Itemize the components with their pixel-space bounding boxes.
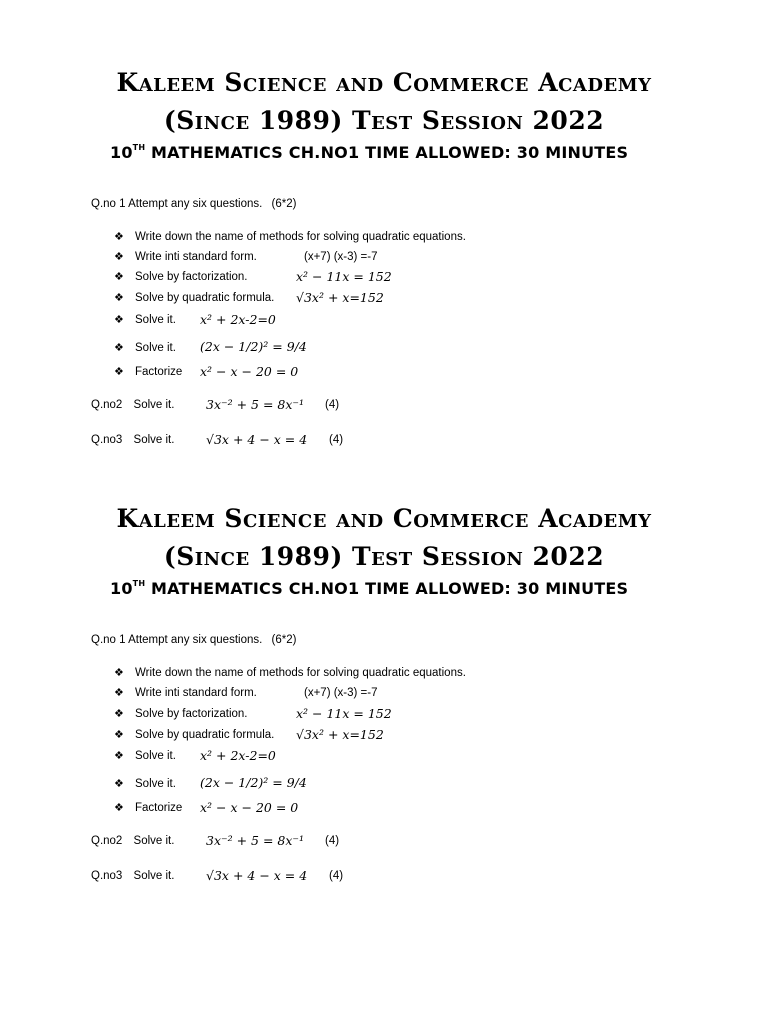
academy-title: Kaleem Science and Commerce Academy [116, 504, 652, 533]
diamond-bullet-icon: ❖ [114, 778, 124, 790]
expression: (2x − 1/2)² = 9/4 [200, 775, 307, 790]
diamond-bullet-icon: ❖ [114, 251, 124, 263]
question-3: Q.no3 Solve it. √3x + 4 − x = 4 (4) [91, 432, 344, 447]
question-3: Q.no3 Solve it. √3x + 4 − x = 4 (4) [91, 868, 344, 883]
question-1-label: Q.no 1 Attempt any six questions. [91, 634, 263, 646]
expression: (2x − 1/2)² = 9/4 [200, 339, 307, 354]
expression: √3x + 4 − x = 4 [206, 432, 308, 447]
diamond-bullet-icon: ❖ [114, 292, 124, 304]
question-1-marks: (6*2) [271, 198, 297, 210]
diamond-bullet-icon: ❖ [114, 667, 124, 679]
question-1-marks: (6*2) [271, 634, 297, 646]
question-2-marks: (4) [325, 835, 340, 847]
diamond-bullet-icon: ❖ [114, 314, 124, 326]
session-title: (Since 1989) Test Session 2022 [163, 106, 605, 135]
academy-title: Kaleem Science and Commerce Academy [116, 68, 652, 97]
test-paper-copy-1: Kaleem Science and Commerce Academy (Since 1989) Test Session 2022 10TH MATHEMATICS CH.NO1 TIME ALLOWED: 30 MINUTES Q.no 1 Attempt any six questions. (6*2) ❖ Write down the name of methods for solving quadratic equations. ❖ Write inti standard form. (x+7) (x-3) =-7 ❖ Solve by factorization. x² − 11x = 152 ❖ Solve by quadratic formula. √3x² + x=152 ❖ Solve it. x² + 2x-2=0 ❖ Solve it. (2x − 1/2)² = 9/4 ❖ Factorize x² − x − 20 = 0 Q.no2 Solve it. 3x⁻² + 5 = 8x⁻¹ (4) Q.no3 Solve it. √3x + 4 − x = 4 (4) [0, 0, 768, 470]
expression: √3x + 4 − x = 4 [206, 868, 308, 883]
expression: x² − 11x = 152 [296, 269, 392, 284]
test-paper-copy-2: Kaleem Science and Commerce Academy (Since 1989) Test Session 2022 10TH MATHEMATICS CH.NO1 TIME ALLOWED: 30 MINUTES Q.no 1 Attempt any six questions. (6*2) ❖ Write down the name of methods for solving quadratic equations. ❖ Write inti standard form. (x+7) (x-3) =-7 ❖ Solve by factorization. x² − 11x = 152 ❖ Solve by quadratic formula. √3x² + x=152 ❖ Solve it. x² + 2x-2=0 ❖ Solve it. (2x − 1/2)² = 9/4 ❖ Factorize x² − x − 20 = 0 Q.no2 Solve it. 3x⁻² + 5 = 8x⁻¹ (4) Q.no3 Solve it. √3x + 4 − x = 4 (4) [0, 0, 768, 1024]
question-2: Q.no2 Solve it. 3x⁻² + 5 = 8x⁻¹ (4) [91, 397, 340, 412]
expression: (x+7) (x-3) =-7 [304, 251, 378, 263]
question-3-marks: (4) [329, 870, 344, 882]
session-title: (Since 1989) Test Session 2022 [163, 542, 605, 571]
expression: x² − x − 20 = 0 [200, 800, 299, 815]
expression: 3x⁻² + 5 = 8x⁻¹ [206, 833, 305, 848]
expression: x² − 11x = 152 [296, 706, 392, 721]
question-2-marks: (4) [325, 399, 340, 411]
expression: √3x² + x=152 [296, 290, 384, 305]
expression: √3x² + x=152 [296, 727, 384, 742]
diamond-bullet-icon: ❖ [114, 750, 124, 762]
diamond-bullet-icon: ❖ [114, 271, 124, 283]
expression: (x+7) (x-3) =-7 [304, 687, 378, 699]
diamond-bullet-icon: ❖ [114, 231, 124, 243]
diamond-bullet-icon: ❖ [114, 687, 124, 699]
paper-subtitle: 10TH MATHEMATICS CH.NO1 TIME ALLOWED: 30 MINUTES [110, 579, 629, 598]
question-3-marks: (4) [329, 434, 344, 446]
diamond-bullet-icon: ❖ [114, 342, 124, 354]
expression: x² − x − 20 = 0 [200, 364, 299, 379]
question-1-heading [91, 634, 296, 646]
diamond-bullet-icon: ❖ [114, 802, 124, 814]
expression: x² + 2x-2=0 [200, 748, 276, 763]
question-1-label: Q.no 1 Attempt any six questions. [91, 198, 263, 210]
expression: x² + 2x-2=0 [200, 312, 276, 327]
diamond-bullet-icon: ❖ [114, 366, 124, 378]
diamond-bullet-icon: ❖ [114, 708, 124, 720]
paper-subtitle: 10TH MATHEMATICS CH.NO1 TIME ALLOWED: 30 MINUTES [110, 143, 629, 162]
question-2: Q.no2 Solve it. 3x⁻² + 5 = 8x⁻¹ (4) [91, 833, 340, 848]
diamond-bullet-icon: ❖ [114, 729, 124, 741]
expression: 3x⁻² + 5 = 8x⁻¹ [206, 397, 305, 412]
